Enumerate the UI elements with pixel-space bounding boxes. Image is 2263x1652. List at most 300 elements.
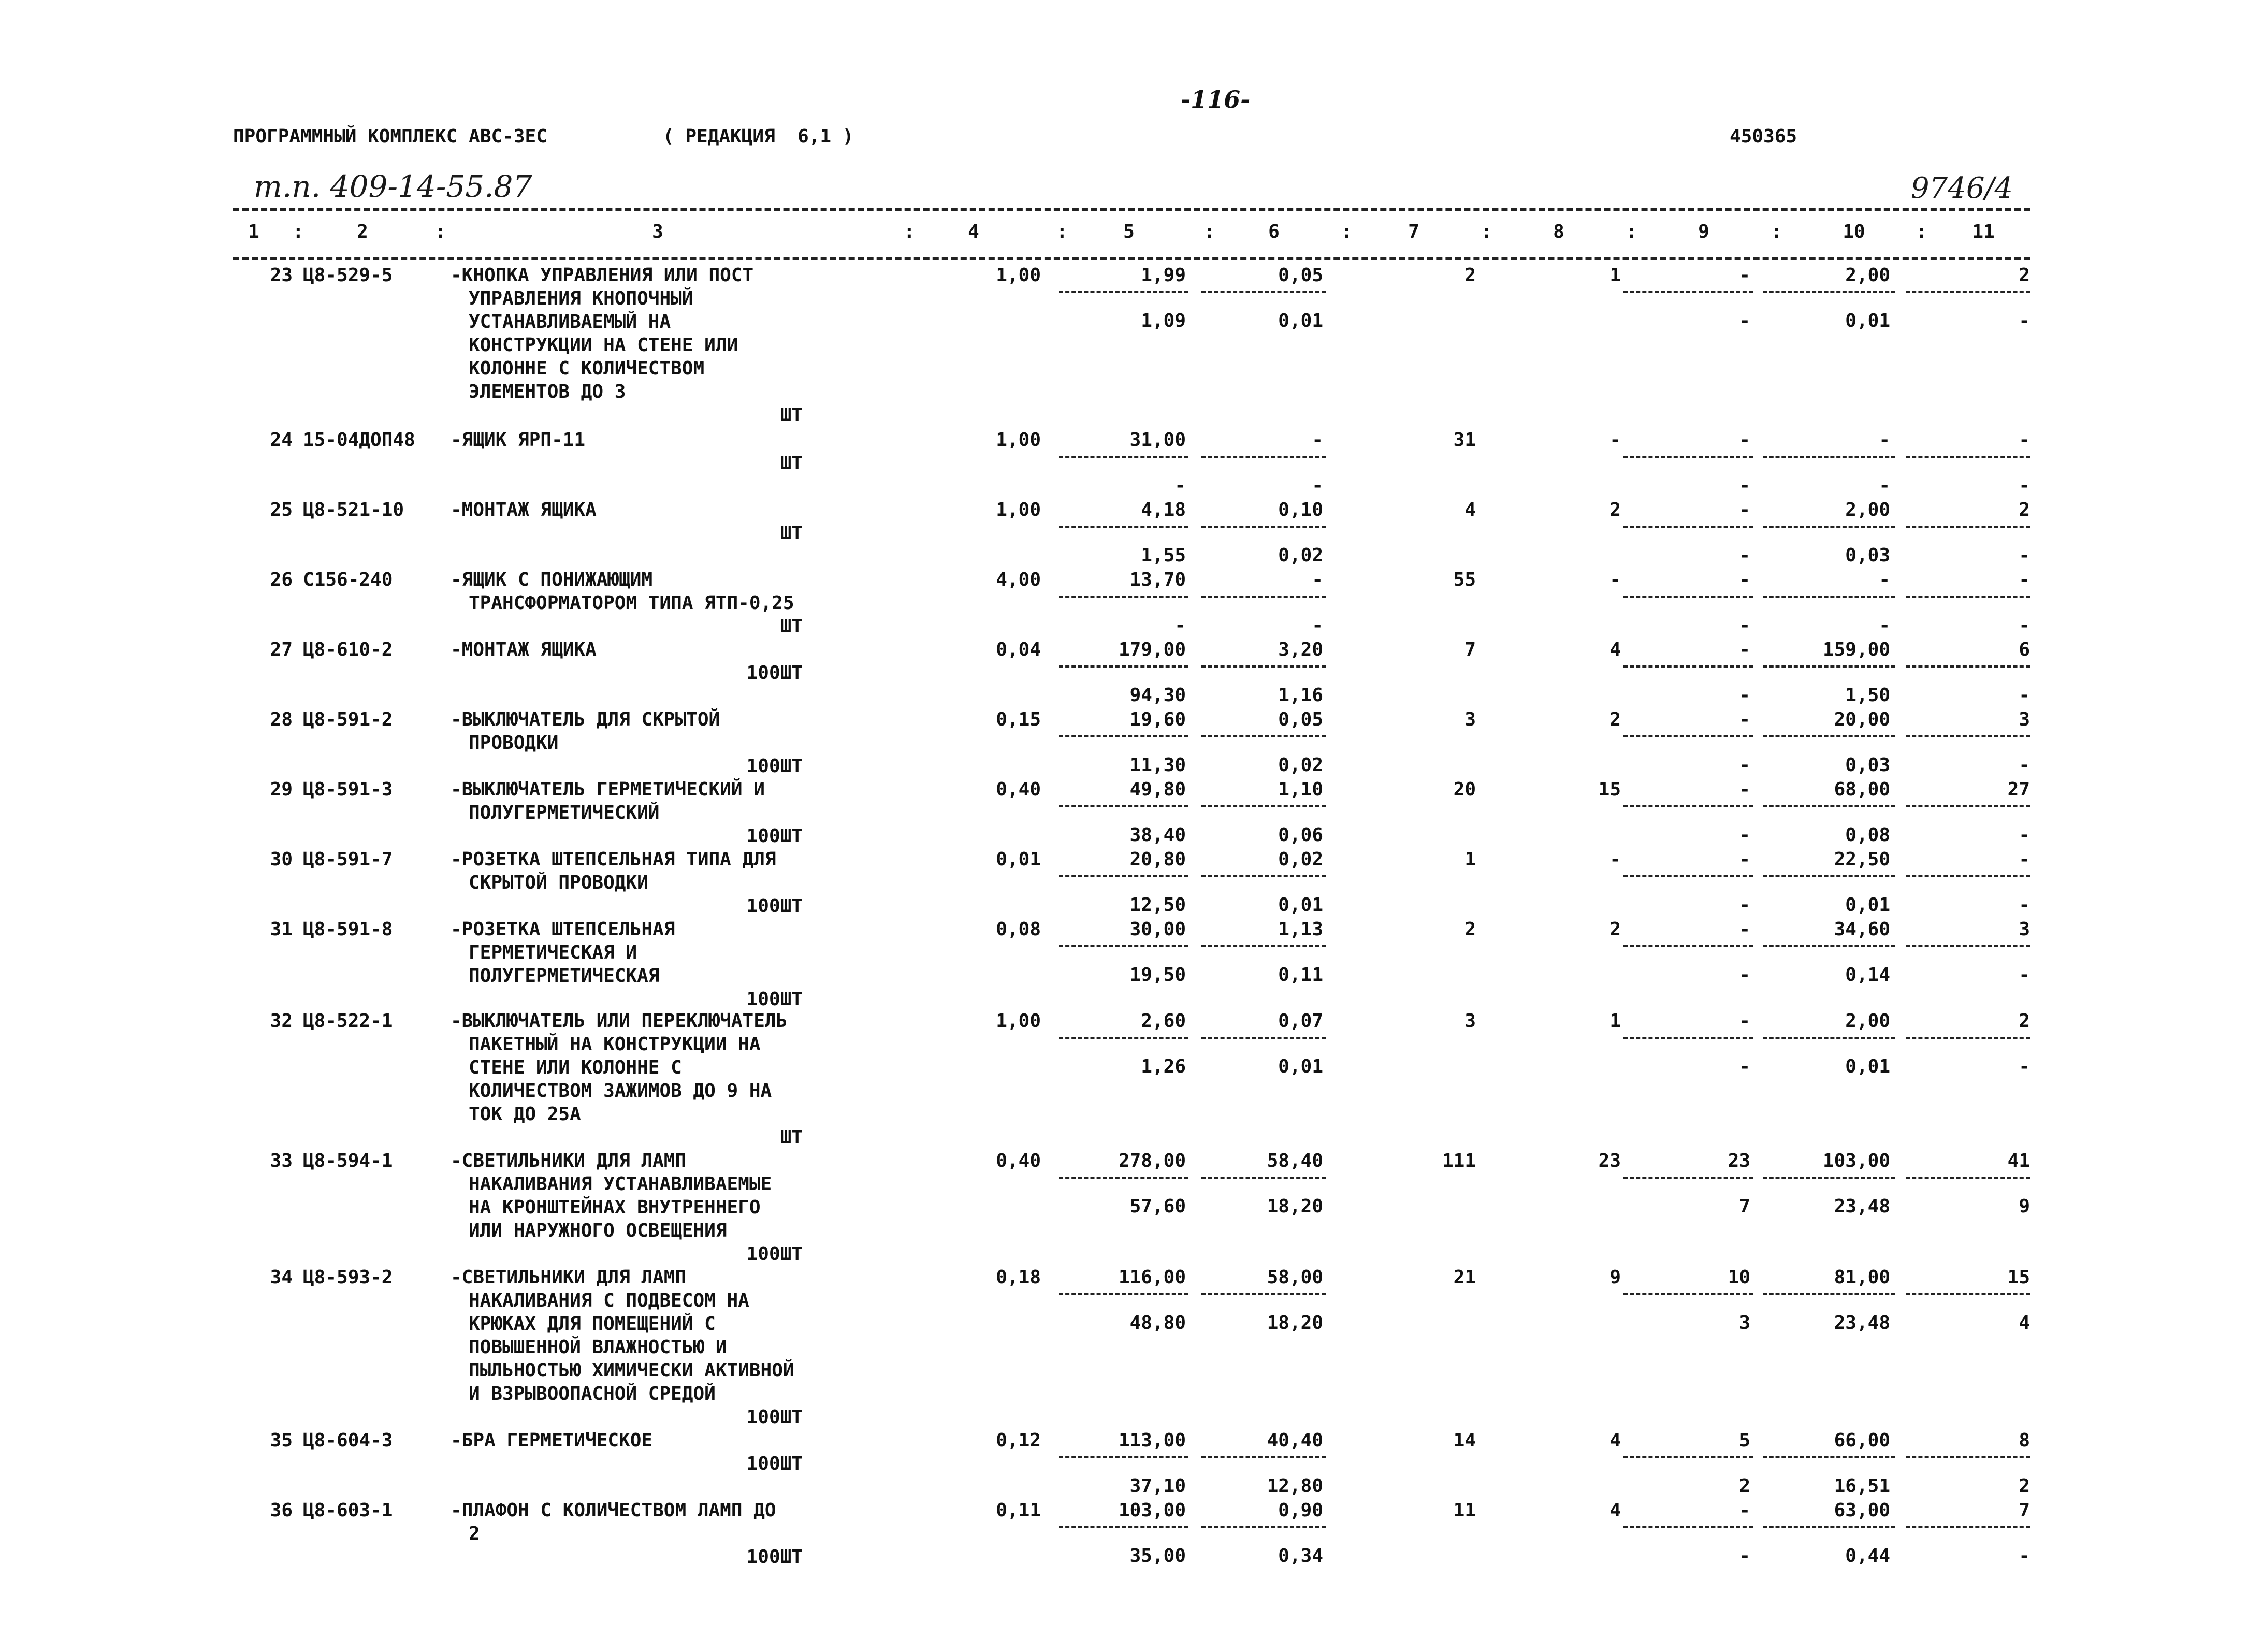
fraction-bar xyxy=(1201,945,1326,947)
row-description-line: -МОНТАЖ ЯЩИКА xyxy=(451,639,597,660)
fraction-bar xyxy=(1059,526,1188,528)
row-description-line: ЭЛЕМЕНТОВ ДО 3 xyxy=(469,381,626,402)
fraction-bar xyxy=(1906,526,2030,528)
cell-col11: 41 xyxy=(2007,1150,2030,1171)
cell-col6: 58,00 xyxy=(1267,1267,1323,1288)
row-description-line: НА КРОНШТЕЙНАХ ВНУТРЕННЕГО xyxy=(469,1197,761,1218)
row-description-line: СКРЫТОЙ ПРОВОДКИ xyxy=(469,872,648,893)
cell-col11-lower: - xyxy=(2019,545,2030,566)
column-separator: : xyxy=(1481,221,1492,242)
cell-col9-lower: 3 xyxy=(1739,1312,1750,1334)
fraction-bar xyxy=(1059,1456,1188,1458)
cell-col5: 4,18 xyxy=(1141,499,1186,520)
fraction-bar xyxy=(1059,735,1188,737)
row-description-line: КОЛОННЕ С КОЛИЧЕСТВОМ xyxy=(469,358,705,379)
cell-col5-lower: - xyxy=(1174,475,1186,496)
row-number: 29 xyxy=(270,779,293,800)
cell-col5-lower: 11,30 xyxy=(1129,755,1186,776)
row-number: 34 xyxy=(270,1267,293,1288)
cell-col10-lower: 0,14 xyxy=(1845,964,1890,986)
cell-col6: 1,10 xyxy=(1278,779,1323,800)
cell-col6-lower: 1,16 xyxy=(1278,685,1323,706)
fraction-bar xyxy=(1201,1177,1326,1179)
fraction-bar xyxy=(1201,1293,1326,1295)
row-unit: 100ШТ xyxy=(746,662,803,684)
cell-col9: 23 xyxy=(1728,1150,1750,1171)
cell-col9: - xyxy=(1739,1500,1750,1521)
cell-col9-lower: 2 xyxy=(1739,1475,1750,1497)
cell-col4: 1,00 xyxy=(996,429,1041,451)
fraction-bar xyxy=(1906,735,2030,737)
fraction-bar xyxy=(1906,875,2030,877)
cell-col6: 0,10 xyxy=(1278,499,1323,520)
cell-col10-lower: 0,03 xyxy=(1845,755,1890,776)
fraction-bar xyxy=(1906,1526,2030,1528)
cell-col4: 0,40 xyxy=(996,1150,1041,1171)
cell-col11-lower: - xyxy=(2019,894,2030,916)
row-code: Ц8-591-3 xyxy=(303,779,393,800)
fraction-bar xyxy=(1906,456,2030,458)
page-number: -116- xyxy=(1181,85,1251,113)
row-description-line: НАКАЛИВАНИЯ УСТАНАВЛИВАЕМЫЕ xyxy=(469,1173,772,1195)
cell-col11: 3 xyxy=(2019,709,2030,730)
cell-col5: 20,80 xyxy=(1129,849,1186,870)
row-code: Ц8-591-7 xyxy=(303,849,393,870)
row-description-line: ПАКЕТНЫЙ НА КОНСТРУКЦИИ НА xyxy=(469,1034,761,1055)
row-number: 31 xyxy=(270,919,293,940)
cell-col6-lower: 0,01 xyxy=(1278,310,1323,331)
cell-col11-lower: 2 xyxy=(2019,1475,2030,1497)
cell-col8: - xyxy=(1609,849,1621,870)
cell-col9-lower: - xyxy=(1739,310,1750,331)
row-description-line: -РОЗЕТКА ШТЕПСЕЛЬНАЯ ТИПА ДЛЯ xyxy=(451,849,776,870)
row-number: 23 xyxy=(270,265,293,286)
cell-col7: 7 xyxy=(1464,639,1476,660)
fraction-bar xyxy=(1763,875,1895,877)
cell-col11: 7 xyxy=(2019,1500,2030,1521)
cell-col9: - xyxy=(1739,429,1750,451)
cell-col4: 0,11 xyxy=(996,1500,1041,1521)
cell-col9: 5 xyxy=(1739,1430,1750,1451)
row-code: Ц8-594-1 xyxy=(303,1150,393,1171)
row-unit: 100ШТ xyxy=(746,825,803,847)
cell-col10: 2,00 xyxy=(1845,1010,1890,1032)
column-separator: : xyxy=(435,221,446,242)
row-unit: 100ШТ xyxy=(746,1407,803,1428)
row-description-line: ГЕРМЕТИЧЕСКАЯ И xyxy=(469,942,637,963)
cell-col10-lower: 23,48 xyxy=(1834,1196,1890,1217)
cell-col7: 14 xyxy=(1453,1430,1476,1451)
fraction-bar xyxy=(1201,1526,1326,1528)
cell-col7: 2 xyxy=(1464,919,1476,940)
fraction-bar xyxy=(1906,1293,2030,1295)
cell-col9-lower: - xyxy=(1739,824,1750,846)
cell-col7: 111 xyxy=(1442,1150,1476,1171)
fraction-bar xyxy=(1201,1456,1326,1458)
cell-col5: 13,70 xyxy=(1129,569,1186,590)
row-description-line: ПОЛУГЕРМЕТИЧЕСКИЙ xyxy=(469,802,660,823)
cell-col4: 0,01 xyxy=(996,849,1041,870)
column-number: 5 xyxy=(1123,221,1135,242)
fraction-bar xyxy=(1906,945,2030,947)
cell-col5-lower: - xyxy=(1174,615,1186,636)
cell-col9-lower: - xyxy=(1739,685,1750,706)
fraction-bar xyxy=(1763,1456,1895,1458)
fraction-bar xyxy=(1623,1456,1753,1458)
fraction-bar xyxy=(1201,805,1326,807)
row-description-line: КОНСТРУКЦИИ НА СТЕНЕ ИЛИ xyxy=(469,335,738,356)
row-unit: 100ШТ xyxy=(746,1453,803,1474)
row-description-line: КОЛИЧЕСТВОМ ЗАЖИМОВ ДО 9 НА xyxy=(469,1080,772,1102)
fraction-bar xyxy=(1201,596,1326,598)
fraction-bar xyxy=(1906,665,2030,668)
cell-col8: 1 xyxy=(1609,265,1621,286)
row-description-line: -ЯЩИК С ПОНИЖАЮЩИМ xyxy=(451,569,653,590)
cell-col7: 1 xyxy=(1464,849,1476,870)
row-code: Ц8-604-3 xyxy=(303,1430,393,1451)
cell-col6-lower: 18,20 xyxy=(1267,1312,1323,1334)
fraction-bar xyxy=(1763,1526,1895,1528)
row-description-line: ПОЛУГЕРМЕТИЧЕСКАЯ xyxy=(469,965,660,987)
cell-col5: 31,00 xyxy=(1129,429,1186,451)
row-code: Ц8-593-2 xyxy=(303,1267,393,1288)
cell-col6-lower: 0,01 xyxy=(1278,1056,1323,1077)
cell-col11-lower: - xyxy=(2019,964,2030,986)
fraction-bar xyxy=(1763,805,1895,807)
column-number: 8 xyxy=(1553,221,1564,242)
cell-col4: 1,00 xyxy=(996,499,1041,520)
column-number: 11 xyxy=(1972,221,1995,242)
column-number: 7 xyxy=(1408,221,1419,242)
cell-col6: 0,90 xyxy=(1278,1500,1323,1521)
cell-col5: 103,00 xyxy=(1118,1500,1186,1521)
fraction-bar xyxy=(1623,1526,1753,1528)
column-separator: : xyxy=(904,221,915,242)
row-description-line: -БРА ГЕРМЕТИЧЕСКОЕ xyxy=(451,1430,653,1451)
fraction-bar xyxy=(1623,1293,1753,1295)
row-description-line: ПОВЫШЕННОЙ ВЛАЖНОСТЬЮ И xyxy=(469,1337,727,1358)
album-handwritten-label: 9746/4 xyxy=(1911,171,2013,205)
cell-col5: 30,00 xyxy=(1129,919,1186,940)
cell-col7: 11 xyxy=(1453,1500,1476,1521)
cell-col5-lower: 1,09 xyxy=(1141,310,1186,331)
fraction-bar xyxy=(1059,805,1188,807)
cell-col10-lower: 0,08 xyxy=(1845,824,1890,846)
column-separator: : xyxy=(1626,221,1637,242)
cell-col9-lower: - xyxy=(1739,545,1750,566)
cell-col10: 66,00 xyxy=(1834,1430,1890,1451)
row-number: 27 xyxy=(270,639,293,660)
cell-col11: 27 xyxy=(2007,779,2030,800)
program-title: ПРОГРАММНЫЙ КОМПЛЕКС АВС-3ЕС xyxy=(233,126,547,147)
fraction-bar xyxy=(1201,1037,1326,1039)
cell-col10: 63,00 xyxy=(1834,1500,1890,1521)
row-description-line: СТЕНЕ ИЛИ КОЛОННЕ С xyxy=(469,1057,682,1078)
cell-col11: 3 xyxy=(2019,919,2030,940)
cell-col11-lower: - xyxy=(2019,685,2030,706)
row-description-line: -ВЫКЛЮЧАТЕЛЬ ДЛЯ СКРЫТОЙ xyxy=(451,709,720,730)
fraction-bar xyxy=(1623,526,1753,528)
row-description-line: -КНОПКА УПРАВЛЕНИЯ ИЛИ ПОСТ xyxy=(451,265,754,286)
fraction-bar xyxy=(1906,291,2030,293)
row-number: 30 xyxy=(270,849,293,870)
row-description-line: ИЛИ НАРУЖНОГО ОСВЕЩЕНИЯ xyxy=(469,1220,727,1241)
row-description-line: -РОЗЕТКА ШТЕПСЕЛЬНАЯ xyxy=(451,919,675,940)
fraction-bar xyxy=(1623,1177,1753,1179)
fraction-bar xyxy=(1763,945,1895,947)
fraction-bar xyxy=(1059,1037,1188,1039)
cell-col10-lower: 16,51 xyxy=(1834,1475,1890,1497)
fraction-bar xyxy=(1059,665,1188,668)
cell-col7: 55 xyxy=(1453,569,1476,590)
row-unit: ШТ xyxy=(780,523,803,544)
cell-col11-lower: - xyxy=(2019,310,2030,331)
column-number: 9 xyxy=(1698,221,1709,242)
cell-col11-lower: - xyxy=(2019,755,2030,776)
cell-col11: 2 xyxy=(2019,265,2030,286)
row-unit: 100ШТ xyxy=(746,1546,803,1568)
cell-col8: 2 xyxy=(1609,709,1621,730)
cell-col8: 4 xyxy=(1609,1500,1621,1521)
cell-col4: 1,00 xyxy=(996,265,1041,286)
row-number: 25 xyxy=(270,499,293,520)
cell-col6-lower: 18,20 xyxy=(1267,1196,1323,1217)
fraction-bar xyxy=(1059,1526,1188,1528)
fraction-bar xyxy=(1201,875,1326,877)
cell-col5: 179,00 xyxy=(1118,639,1186,660)
row-description-line: ТОК ДО 25А xyxy=(469,1104,581,1125)
cell-col9: - xyxy=(1739,709,1750,730)
cell-col9: - xyxy=(1739,849,1750,870)
row-unit: ШТ xyxy=(780,1127,803,1148)
row-code: Ц8-521-10 xyxy=(303,499,404,520)
column-number: 6 xyxy=(1268,221,1280,242)
cell-col9-lower: - xyxy=(1739,615,1750,636)
cell-col6-lower: 0,11 xyxy=(1278,964,1323,986)
cell-col5-lower: 37,10 xyxy=(1129,1475,1186,1497)
row-description-line: -ВЫКЛЮЧАТЕЛЬ ГЕРМЕТИЧЕСКИЙ И xyxy=(451,779,765,800)
fraction-bar xyxy=(1623,875,1753,877)
cell-col10-lower: - xyxy=(1879,615,1890,636)
fraction-bar xyxy=(1906,805,2030,807)
cell-col9-lower: - xyxy=(1739,1056,1750,1077)
cell-col6-lower: 12,80 xyxy=(1267,1475,1323,1497)
row-number: 36 xyxy=(270,1500,293,1521)
cell-col7: 20 xyxy=(1453,779,1476,800)
fraction-bar xyxy=(1059,291,1188,293)
cell-col6-lower: - xyxy=(1312,475,1323,496)
cell-col5-lower: 19,50 xyxy=(1129,964,1186,986)
cell-col8: 4 xyxy=(1609,639,1621,660)
cell-col11: 2 xyxy=(2019,1010,2030,1032)
cell-col6-lower: 0,34 xyxy=(1278,1545,1323,1567)
row-code: Ц8-591-2 xyxy=(303,709,393,730)
cell-col11: 15 xyxy=(2007,1267,2030,1288)
cell-col4: 0,15 xyxy=(996,709,1041,730)
cell-col9-lower: - xyxy=(1739,1545,1750,1567)
cell-col11-lower: - xyxy=(2019,1056,2030,1077)
column-separator: : xyxy=(1341,221,1353,242)
row-number: 28 xyxy=(270,709,293,730)
fraction-bar xyxy=(1906,596,2030,598)
cell-col9-lower: - xyxy=(1739,964,1750,986)
cell-col9: - xyxy=(1739,499,1750,520)
row-description-line: -ЯЩИК ЯРП-11 xyxy=(451,429,586,451)
fraction-bar xyxy=(1623,1037,1753,1039)
fraction-bar xyxy=(1623,735,1753,737)
cell-col6: 0,07 xyxy=(1278,1010,1323,1032)
fraction-bar xyxy=(1201,456,1326,458)
cell-col10-lower: 23,48 xyxy=(1834,1312,1890,1334)
cell-col5-lower: 1,55 xyxy=(1141,545,1186,566)
row-description-line: УСТАНАВЛИВАЕМЫЙ НА xyxy=(469,311,671,332)
row-description-line: 2 xyxy=(469,1523,480,1544)
fraction-bar xyxy=(1059,945,1188,947)
fraction-bar xyxy=(1623,291,1753,293)
fraction-bar xyxy=(1906,1037,2030,1039)
cell-col7: 3 xyxy=(1464,1010,1476,1032)
cell-col9-lower: 7 xyxy=(1739,1196,1750,1217)
cell-col6-lower: 0,02 xyxy=(1278,545,1323,566)
cell-col7: 2 xyxy=(1464,265,1476,286)
fraction-bar xyxy=(1623,665,1753,668)
cell-col5-lower: 38,40 xyxy=(1129,824,1186,846)
cell-col5-lower: 94,30 xyxy=(1129,685,1186,706)
fraction-bar xyxy=(1623,456,1753,458)
row-description-line: И ВЗРЫВООПАСНОЙ СРЕДОЙ xyxy=(469,1383,716,1404)
fraction-bar xyxy=(1059,1177,1188,1179)
cell-col7: 21 xyxy=(1453,1267,1476,1288)
cell-col7: 4 xyxy=(1464,499,1476,520)
cell-col4: 0,40 xyxy=(996,779,1041,800)
cell-col10: - xyxy=(1879,569,1890,590)
row-code: Ц8-522-1 xyxy=(303,1010,393,1032)
column-number: 4 xyxy=(968,221,979,242)
row-description-line: ТРАНСФОРМАТОРОМ ТИПА ЯТП-0,25 xyxy=(469,592,794,614)
row-description-line: УПРАВЛЕНИЯ КНОПОЧНЫЙ xyxy=(469,288,693,309)
fraction-bar xyxy=(1763,291,1895,293)
fraction-bar xyxy=(1059,875,1188,877)
cell-col5: 19,60 xyxy=(1129,709,1186,730)
cell-col5: 49,80 xyxy=(1129,779,1186,800)
row-description-line: НАКАЛИВАНИЯ С ПОДВЕСОМ НА xyxy=(469,1290,749,1311)
cell-col9: - xyxy=(1739,1010,1750,1032)
cell-col6: - xyxy=(1312,569,1323,590)
column-separator: : xyxy=(1204,221,1215,242)
row-unit: ШТ xyxy=(780,453,803,474)
cell-col10: - xyxy=(1879,429,1890,451)
fraction-bar xyxy=(1763,665,1895,668)
cell-col4: 0,12 xyxy=(996,1430,1041,1451)
tp-handwritten-label: т.п. 409-14-55.87 xyxy=(254,169,532,204)
cell-col10: 159,00 xyxy=(1822,639,1890,660)
cell-col9: - xyxy=(1739,569,1750,590)
cell-col11: - xyxy=(2019,569,2030,590)
cell-col5: 113,00 xyxy=(1118,1430,1186,1451)
fraction-bar xyxy=(1059,596,1188,598)
cell-col9: - xyxy=(1739,639,1750,660)
cell-col8: 23 xyxy=(1598,1150,1621,1171)
cell-col8: 15 xyxy=(1598,779,1621,800)
fraction-bar xyxy=(1763,456,1895,458)
fraction-bar xyxy=(1623,596,1753,598)
cell-col4: 1,00 xyxy=(996,1010,1041,1032)
row-description-line: -ПЛАФОН С КОЛИЧЕСТВОМ ЛАМП ДО xyxy=(451,1500,776,1521)
header-top-rule xyxy=(233,208,2030,211)
column-separator: : xyxy=(1771,221,1782,242)
cell-col11: - xyxy=(2019,429,2030,451)
fraction-bar xyxy=(1623,945,1753,947)
cell-col11-lower: - xyxy=(2019,475,2030,496)
row-code: Ц8-591-8 xyxy=(303,919,393,940)
cell-col8: - xyxy=(1609,429,1621,451)
cell-col5: 278,00 xyxy=(1118,1150,1186,1171)
row-number: 32 xyxy=(270,1010,293,1032)
cell-col10-lower: 0,01 xyxy=(1845,1056,1890,1077)
fraction-bar xyxy=(1201,665,1326,668)
cell-col5-lower: 35,00 xyxy=(1129,1545,1186,1567)
cell-col6: 0,05 xyxy=(1278,265,1323,286)
cell-col6: - xyxy=(1312,429,1323,451)
row-number: 33 xyxy=(270,1150,293,1171)
cell-col10: 22,50 xyxy=(1834,849,1890,870)
cell-col11-lower: 4 xyxy=(2019,1312,2030,1334)
cell-col6-lower: 0,01 xyxy=(1278,894,1323,916)
cell-col5: 116,00 xyxy=(1118,1267,1186,1288)
cell-col5-lower: 48,80 xyxy=(1129,1312,1186,1334)
cell-col5: 1,99 xyxy=(1141,265,1186,286)
row-unit: ШТ xyxy=(780,404,803,426)
row-unit: 100ШТ xyxy=(746,1243,803,1265)
row-unit: 100ШТ xyxy=(746,756,803,777)
cell-col11: 6 xyxy=(2019,639,2030,660)
cell-col4: 0,18 xyxy=(996,1267,1041,1288)
fraction-bar xyxy=(1763,1177,1895,1179)
cell-col6: 58,40 xyxy=(1267,1150,1323,1171)
row-description-line: КРЮКАХ ДЛЯ ПОМЕЩЕНИЙ С xyxy=(469,1313,716,1335)
fraction-bar xyxy=(1763,1293,1895,1295)
cell-col9: 10 xyxy=(1728,1267,1750,1288)
cell-col9-lower: - xyxy=(1739,475,1750,496)
cell-col8: 9 xyxy=(1609,1267,1621,1288)
row-code: Ц8-603-1 xyxy=(303,1500,393,1521)
fraction-bar xyxy=(1763,526,1895,528)
row-number: 35 xyxy=(270,1430,293,1451)
cell-col10: 2,00 xyxy=(1845,499,1890,520)
header-bottom-rule xyxy=(233,257,2030,260)
row-description-line: ПРОВОДКИ xyxy=(469,732,559,753)
document-code: 450365 xyxy=(1730,126,1797,147)
cell-col10: 2,00 xyxy=(1845,265,1890,286)
fraction-bar xyxy=(1763,1037,1895,1039)
cell-col8: 2 xyxy=(1609,499,1621,520)
cell-col9-lower: - xyxy=(1739,755,1750,776)
row-unit: 100ШТ xyxy=(746,989,803,1010)
fraction-bar xyxy=(1906,1177,2030,1179)
row-number: 24 xyxy=(270,429,293,451)
cell-col6: 0,05 xyxy=(1278,709,1323,730)
row-code: Ц8-529-5 xyxy=(303,265,393,286)
cell-col11-lower: - xyxy=(2019,1545,2030,1567)
cell-col9: - xyxy=(1739,265,1750,286)
column-number: 1 xyxy=(248,221,259,242)
cell-col10-lower: 0,44 xyxy=(1845,1545,1890,1567)
row-description-line: -МОНТАЖ ЯЩИКА xyxy=(451,499,597,520)
cell-col10: 20,00 xyxy=(1834,709,1890,730)
column-number: 2 xyxy=(357,221,368,242)
fraction-bar xyxy=(1059,1293,1188,1295)
row-description-line: -СВЕТИЛЬНИКИ ДЛЯ ЛАМП xyxy=(451,1267,687,1288)
